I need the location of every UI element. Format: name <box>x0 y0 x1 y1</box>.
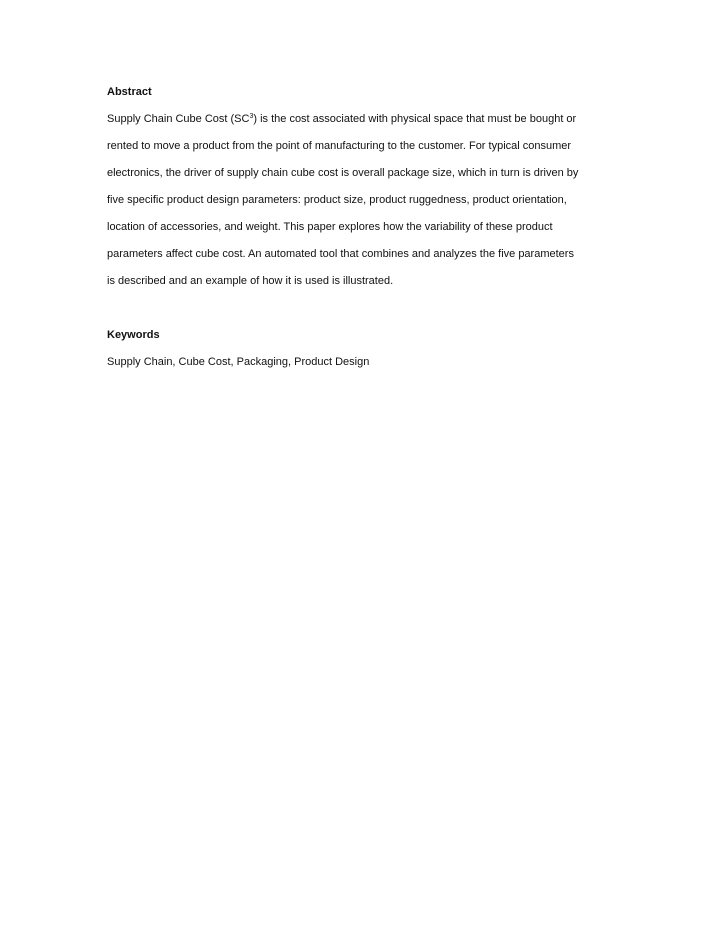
abstract-line-6: parameters affect cube cost. An automated tool that combines and analyzes the five parameters <box>107 248 574 260</box>
superscript-3: 3 <box>249 113 254 120</box>
abstract-line-7: is described and an example of how it is used is illustrated. <box>107 275 394 287</box>
keywords-text: Supply Chain, Cube Cost, Packaging, Product Design <box>107 356 370 368</box>
abstract-line-1 <box>107 112 576 126</box>
abstract-line-4: five specific product design parameters: product size, product ruggedness, product orientation, <box>107 194 567 206</box>
keywords-heading: Keywords <box>107 329 160 341</box>
abstract-line-1-start: Supply Chain Cube Cost (SC <box>107 113 250 125</box>
abstract-heading: Abstract <box>107 86 152 98</box>
abstract-line-3: electronics, the driver of supply chain cube cost is overall package size, which in turn is driven by <box>107 167 579 179</box>
abstract-line-5: location of accessories, and weight. This paper explores how the variability of these product <box>107 221 553 233</box>
abstract-line-2: rented to move a product from the point of manufacturing to the customer. For typical consumer <box>107 140 572 152</box>
abstract-line-1-end: ) is the cost associated with physical space that must be bought or <box>253 113 577 125</box>
